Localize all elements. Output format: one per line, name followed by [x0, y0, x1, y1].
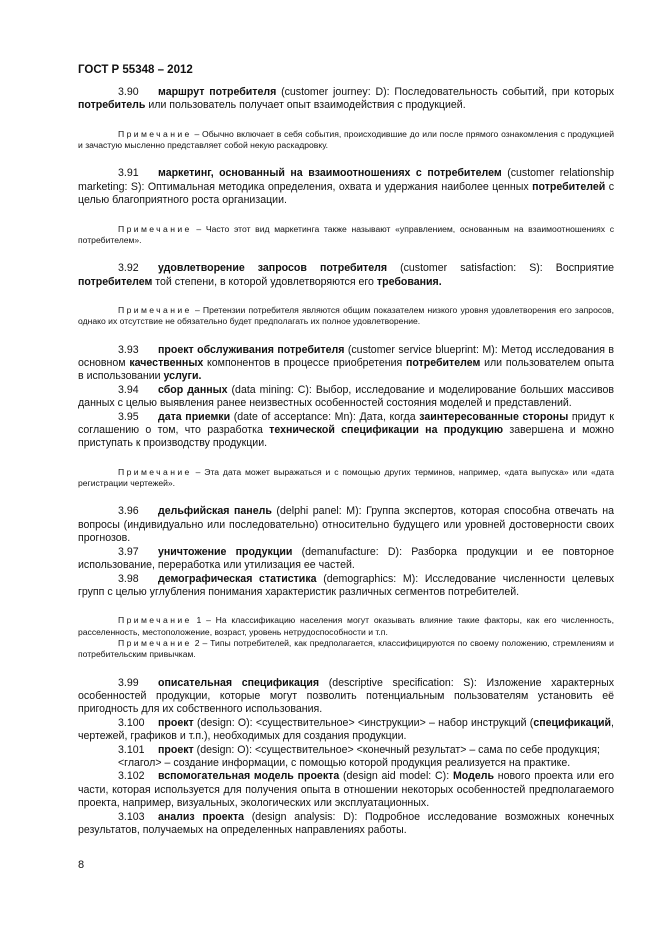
entry-3-93: 3.93 проект обслуживания потребителя (customer service blueprint: M): Метод исследования в основном качественных компонентов в процессе приобретения потребителем или пользователем опыта в использовании услуги.	[78, 343, 614, 383]
entry-3-102: 3.102 вспомогательная модель проекта (design aid model: C): Модель нового проекта или его части, которая используется для получения опыта в отношении некоторых особенностей предполагаемого проекта, например, визуальных, экологических или эксплуатационных.	[78, 770, 614, 810]
entry-3-97: 3.97 уничтожение продукции (demanufacture: D): Разборка продукции и ее повторное использование, переработка или утилизация ее частей.	[78, 545, 614, 572]
entry-3-103: 3.103 анализ проекта (design analysis: D): Подробное исследование возможных конечных результатов, получаемых на определенных направлениях работы.	[78, 810, 614, 836]
note-3-90: Примечание – Обычно включает в себя события, происходившие до или после прямого ознакомления с продукцией и зачастую мысленно представляет собой некую раскадровку.	[78, 128, 614, 151]
entry-3-92: 3.92 удовлетворение запросов потребителя (customer satisfaction: S): Восприятие потребителем той степени, в которой удовлетворяются его требования.	[78, 262, 615, 288]
note-3-98-1: Примечание 1 – На классификацию населения могут оказывать влияние такие факторы, как его численность, расселенность, местоположение, возраст, уровень нетрудоспособности и т.п.	[78, 615, 614, 637]
entry-3-99: 3.99 описательная спецификация (descriptive specification: S): Изложение характерных особенностей продукции, которые могут позволить потенциальным пользователям установить её пригодность для их собственного использования.	[78, 676, 615, 716]
document-body	[78, 86, 614, 837]
entry-3-91: 3.91 маркетинг, основанный на взаимоотношениях с потребителем (customer relationship marketing: S): Оптимальная методика определения, охвата и удержания наиболее ценных потребителей с целью благоприятного роста организации.	[78, 167, 614, 207]
entry-3-90: 3.90 маршрут потребителя (customer journey: D): Последовательность событий, при которых потребитель или пользователь получает опыт взаимодействия с продукцией.	[78, 86, 614, 112]
note-3-92: Примечание – Претензии потребителя являются общим показателем низкого уровня удовлетворения его запросов, однако их отсутствие не обязательно будет предполагать их полное удовлетворение.	[78, 305, 614, 327]
entry-3-98: 3.98 демографическая статистика (demographics: M): Исследование численности целевых групп с целью углубления понимания характеристик различных сегментов потребителей.	[78, 572, 614, 598]
entry-3-100: 3.100 проект (design: O): <существительное> <инструкции> – набор инструкций (спецификаций, чертежей, графиков и т.п.), необходимых для создания продукции.	[78, 716, 614, 743]
page-number: 8	[78, 859, 85, 871]
entry-3-101-verb: <глагол> – создание информации, с помощью которой продукция реализуется на практике.	[118, 756, 571, 769]
entry-3-96: 3.96 дельфийская панель (delphi panel: M): Группа экспертов, которая способна отвечать на вопросы (индивидуально или последовательно) относительно будущего или уровней достоверности своих прогнозов.	[78, 505, 614, 545]
entry-3-101: 3.101 проект (design: O): <существительное> <конечный результат> – сама по себе продукция;	[118, 743, 600, 756]
document-header: ГОСТ Р 55348 – 2012	[78, 64, 193, 76]
note-3-98-2: Примечание 2 – Типы потребителей, как предполагается, классифицируются по своему положению, стремлениям и потребительским привычкам.	[78, 637, 614, 660]
entry-3-95: 3.95 дата приемки (date of acceptance: Mn): Дата, когда заинтересованные стороны придут к соглашению о том, что разработка технической спецификации на продукцию завершена и можно приступать к производству продукции.	[78, 410, 614, 450]
entry-3-94: 3.94 сбор данных (data mining: C): Выбор, исследование и моделирование больших массивов данных с целью выявления ранее неизвестных особенностей состояния моделей и представлений.	[78, 383, 614, 410]
note-3-95: Примечание – Эта дата может выражаться и с помощью других терминов, например, «дата выпуска» или «дата регистрации чертежей».	[78, 466, 614, 489]
note-3-91: Примечание – Часто этот вид маркетинга также называют «управлением, основанным на взаимоотношениях с потребителем».	[78, 223, 614, 245]
